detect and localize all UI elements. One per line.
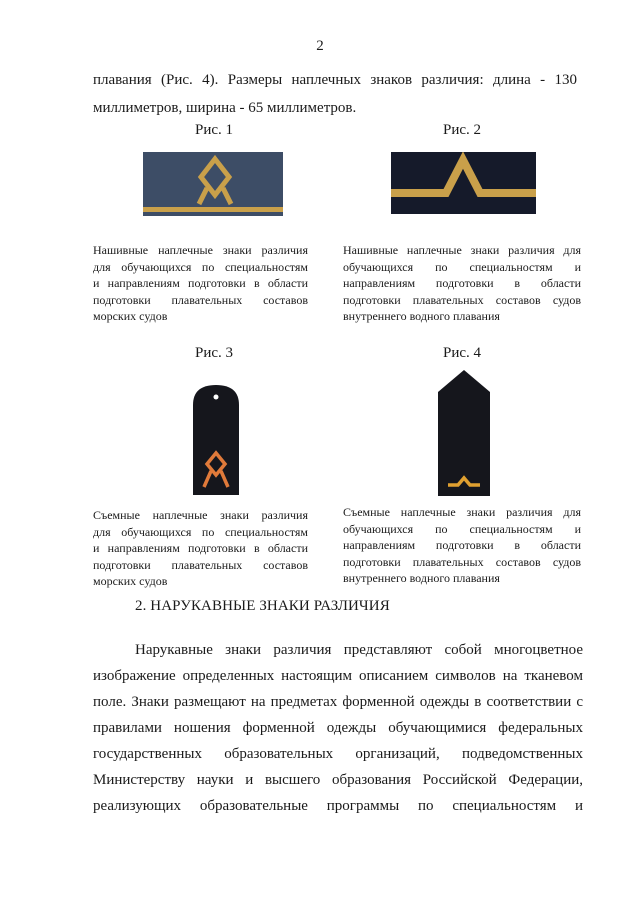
sewn-shoulder-board-marine-icon <box>143 152 283 216</box>
page-number: 2 <box>316 38 324 54</box>
body-line: Нарукавные знаки различия представляют собой многоцветное <box>135 642 583 658</box>
figure-1-caption: Рис. 1 <box>195 122 234 138</box>
removable-shoulder-board-river-icon <box>438 370 490 496</box>
body-paragraph <box>93 637 583 819</box>
intro-paragraph <box>93 66 577 122</box>
body-line: правилами ношения форменной одежды обучающимися федеральных <box>93 720 583 736</box>
figure-3-caption: Рис. 3 <box>195 345 234 361</box>
intro-line: миллиметров, ширина - 65 миллиметров. <box>93 100 357 116</box>
sewn-shoulder-board-river-icon <box>391 152 536 214</box>
figure-4-caption: Рис. 4 <box>443 345 482 361</box>
figure-4-image <box>438 370 490 496</box>
figure-1-description: Нашивные наплечные знаки различия для обучающихся по специальностям и направлениям подготовки в области подготовки плавательных составов морских судов <box>93 243 308 323</box>
figure-2-caption: Рис. 2 <box>443 122 482 138</box>
figure-3-image <box>193 383 239 495</box>
body-line: реализующих образовательные программы по специальностям и <box>93 798 583 814</box>
removable-shoulder-board-marine-icon <box>193 383 239 495</box>
body-line: государственных образовательных организаций, подведомственных <box>93 746 583 762</box>
body-line: Министерству науки и высшего образования Российской Федерации, <box>93 772 583 788</box>
body-line: поле. Знаки размещают на предметах форменной одежды в соответствии с <box>93 694 583 710</box>
figure-2-description: Нашивные наплечные знаки различия для обучающихся по специальностям и направлениям подготовки в области подготовки плавательных составов судов внутреннего водного плавания <box>343 243 581 323</box>
intro-line: плавания (Рис. 4). Размеры наплечных знаков различия: длина - 130 <box>93 72 577 88</box>
figure-3-description: Съемные наплечные знаки различия для обучающихся по специальностям и направлениям подготовки в области подготовки плавательных составов морских судов <box>93 508 308 588</box>
figure-4-description: Съемные наплечные знаки различия для обучающихся по специальностям и направлениям подготовки в области подготовки плавательных составов судов внутреннего водного плавания <box>343 505 581 585</box>
body-line: изображение определенных настоящим описанием символов на тканевом <box>93 668 583 684</box>
figure-2-image <box>391 152 536 214</box>
figure-1-image <box>143 152 283 216</box>
section-heading: 2. НАРУКАВНЫЕ ЗНАКИ РАЗЛИЧИЯ <box>135 598 390 614</box>
